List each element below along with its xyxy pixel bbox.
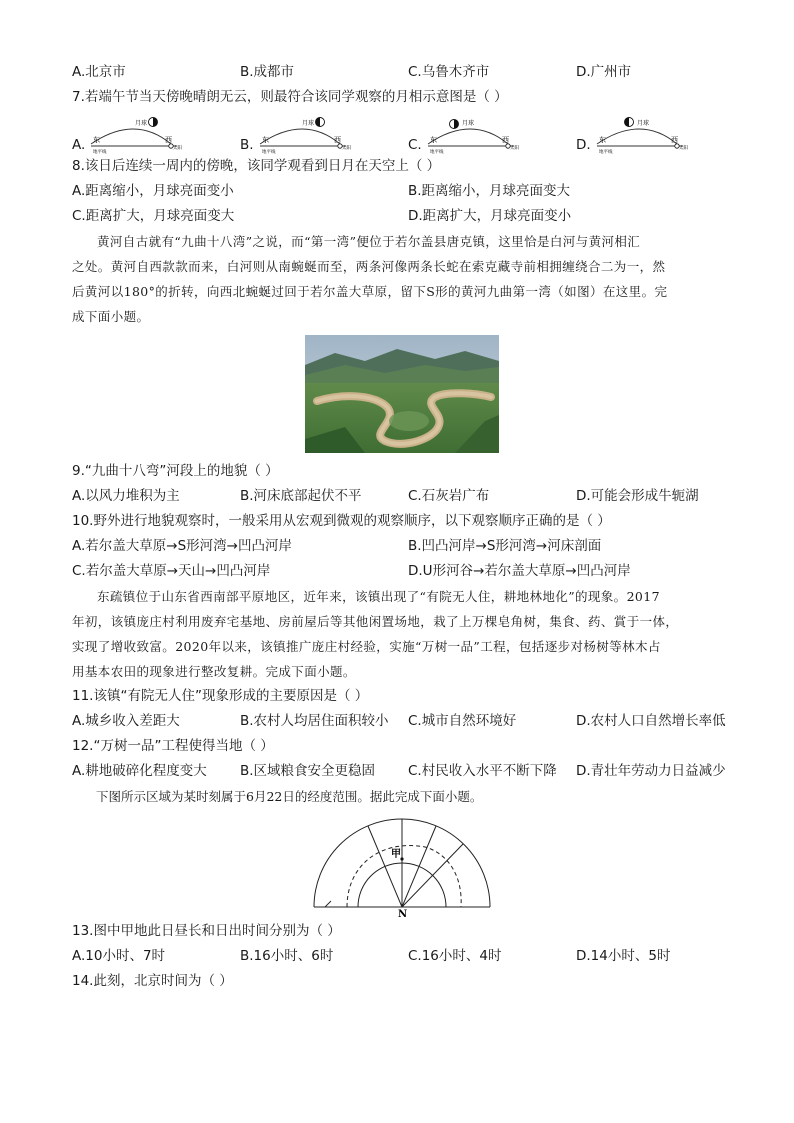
q12-option-a[interactable]: A.耕地破碎化程度变大 <box>72 763 207 779</box>
q7-option-label: D. <box>576 137 591 153</box>
east-label: 东 <box>598 136 606 144</box>
q11-options <box>72 709 732 734</box>
moon-label: 月球 <box>461 120 474 127</box>
q8-option-b[interactable]: B.距离缩小，月球亮面变大 <box>408 183 571 199</box>
q8-stem: 8.该日后连续一周内的傍晚，该同学观看到日月在天空上（ ） <box>72 158 441 174</box>
q12-option-d[interactable]: D.青壮年劳动力日益减少 <box>576 763 726 779</box>
sun-label: 太阳 <box>341 146 351 151</box>
passage-line: 年初，该镇庞庄村利用废弃宅基地、房前屋后等其他闲置场地，栽了上万棵皂角树，集食、药、賞于一体， <box>72 614 679 629</box>
sun-label: 太阳 <box>173 146 183 151</box>
q6-option-d[interactable]: D.广州市 <box>576 64 632 80</box>
q10-option-a[interactable]: A.若尔盖大草原→S形河湾→凹凸河岸 <box>72 538 292 554</box>
river-bend-photo <box>305 335 499 453</box>
passage-longitude-range: 下图所示区域为某时刻属于6月22日的经度范围。据此完成下面小题。 <box>96 789 483 804</box>
q14-stem: 14.此刻，北京时间为（ ） <box>72 973 233 989</box>
q9-option-c[interactable]: C.石灰岩广布 <box>408 488 490 504</box>
label-jia: 甲 <box>391 849 401 860</box>
q13-options <box>72 944 732 969</box>
q13-option-c[interactable]: C.16小时、4时 <box>408 948 502 964</box>
q8-option-a[interactable]: A.距离缩小，月球亮面变小 <box>72 183 234 199</box>
passage-line: 之处。黄河自西款款而来，白河则从南蜿蜒而至，两条河像两条长蛇在索克藏寺前相拥缠绕合二为一，然 <box>72 259 666 274</box>
moon-phase-diagram-b <box>256 112 352 154</box>
q9-option-b[interactable]: B.河床底部起伏不平 <box>240 488 362 504</box>
passage-line: 后黄河以180°的折转，向西北蜿蜒过回于若尔盖大草原，留下S形的黄河九曲第一湾（如图）在这里。完 <box>72 284 668 299</box>
horizon-label: 地平线 <box>93 150 107 154</box>
q10-options-row1 <box>72 534 732 559</box>
q7-option-label: C. <box>408 137 422 153</box>
q7-option-label: B. <box>240 137 254 153</box>
q8-option-c[interactable]: C.距离扩大，月球亮面变大 <box>72 208 235 224</box>
moon-phase-diagram-a <box>87 112 183 154</box>
polar-fan-diagram <box>297 813 507 917</box>
q6-option-c[interactable]: C.乌鲁木齐市 <box>408 64 490 80</box>
q12-stem: 12.“万树一品”工程使得当地（ ） <box>72 738 274 754</box>
q12-option-c[interactable]: C.村民收入水平不断下降 <box>408 763 557 779</box>
west-label: 西 <box>333 136 341 144</box>
passage-line: 实现了增收致富。2020年以来，该镇推广庞庄村经验，实施“万树一品”工程，包括逐步对杨树等林木占 <box>72 639 661 654</box>
sun-label: 太阳 <box>678 146 688 151</box>
moon-label: 月球 <box>301 120 314 127</box>
q9-stem: 9.“九曲十八弯”河段上的地貌（ ） <box>72 463 279 479</box>
passage-dongshu-town <box>72 584 732 684</box>
q7-option-b[interactable] <box>240 112 408 154</box>
sun-label: 太阳 <box>509 146 519 151</box>
q6-options <box>72 60 732 85</box>
q9-option-a[interactable]: A.以风力堆积为主 <box>72 488 180 504</box>
q10-stem: 10.野外进行地貌观察时，一般采用从宏观到微观的观察顺序，以下观察顺序正确的是（ ） <box>72 513 611 529</box>
moon-phase-diagram-c <box>424 112 520 154</box>
passage-line: 东疏镇位于山东省西南部平原地区，近年来，该镇出现了“有院无人住，耕地林地化”的现象。2017 <box>97 589 660 604</box>
q7-option-a[interactable] <box>72 112 240 154</box>
west-label: 西 <box>165 136 173 144</box>
q10-option-d[interactable]: D.U形河谷→若尔盖大草原→凹凸河岸 <box>408 563 631 579</box>
east-label: 东 <box>261 136 269 144</box>
q11-stem: 11.该镇“有院无人住”现象形成的主要原因是（ ） <box>72 688 369 704</box>
q12-options <box>72 759 732 784</box>
q8-options-row1 <box>72 179 732 204</box>
q13-option-a[interactable]: A.10小时、7时 <box>72 948 166 964</box>
q7-stem: 7.若端午节当天傍晚晴朗无云，则最符合该同学观察的月相示意图是（ ） <box>72 89 508 105</box>
q13-option-d[interactable]: D.14小时、5时 <box>576 948 671 964</box>
east-label: 东 <box>93 136 101 144</box>
q13-stem: 13.图中甲地此日昼长和日出时间分别为（ ） <box>72 923 341 939</box>
moon-label: 月球 <box>135 120 148 127</box>
q11-option-d[interactable]: D.农村人口自然增长率低 <box>576 713 726 729</box>
q10-options-row2 <box>72 559 732 584</box>
q12-option-b[interactable]: B.区域粮食安全更稳固 <box>240 763 376 779</box>
q8-option-d[interactable]: D.距离扩大，月球亮面变小 <box>408 208 572 224</box>
exam-page <box>72 60 732 994</box>
q8-options-row2 <box>72 204 732 229</box>
q11-option-c[interactable]: C.城市自然环境好 <box>408 713 517 729</box>
q11-option-a[interactable]: A.城乡收入差距大 <box>72 713 180 729</box>
polar-fan-figure <box>72 813 732 917</box>
q9-options <box>72 484 732 509</box>
passage-line: 用基本农田的现象进行整改复耕。完成下面小题。 <box>72 664 356 679</box>
horizon-label: 地平线 <box>598 150 613 154</box>
horizon-label: 地平线 <box>261 150 276 154</box>
q6-option-b[interactable]: B.成都市 <box>240 64 295 80</box>
passage-yellow-river <box>72 229 732 329</box>
moon-label: 月球 <box>636 120 649 127</box>
q7-option-label: A. <box>72 137 86 153</box>
horizon-label: 地平线 <box>429 150 444 154</box>
east-label: 东 <box>429 136 437 144</box>
west-label: 西 <box>501 136 509 144</box>
passage-line: 黄河自古就有“九曲十八湾”之说，而“第一湾”便位于若尔盖县唐克镇，这里恰是白河与黄河相汇 <box>97 234 641 249</box>
q13-option-b[interactable]: B.16小时、6时 <box>240 948 334 964</box>
q7-option-c[interactable] <box>408 112 576 154</box>
q6-option-a[interactable]: A.北京市 <box>72 64 126 80</box>
q11-option-b[interactable]: B.农村人均居住面积较小 <box>240 713 389 729</box>
river-photo-figure <box>72 335 732 453</box>
q9-option-d[interactable]: D.可能会形成牛轭湖 <box>576 488 699 504</box>
north-pole-label: N <box>398 909 408 917</box>
west-label: 西 <box>670 136 678 144</box>
q10-option-c[interactable]: C.若尔盖大草原→天山→凹凸河岸 <box>72 563 271 579</box>
q7-option-d[interactable] <box>576 112 744 154</box>
q7-options <box>72 110 732 154</box>
moon-phase-diagram-d <box>593 112 689 154</box>
q10-option-b[interactable]: B.凹凸河岸→S形河湾→河床剖面 <box>408 538 602 554</box>
passage-line: 成下面小题。 <box>72 309 150 324</box>
